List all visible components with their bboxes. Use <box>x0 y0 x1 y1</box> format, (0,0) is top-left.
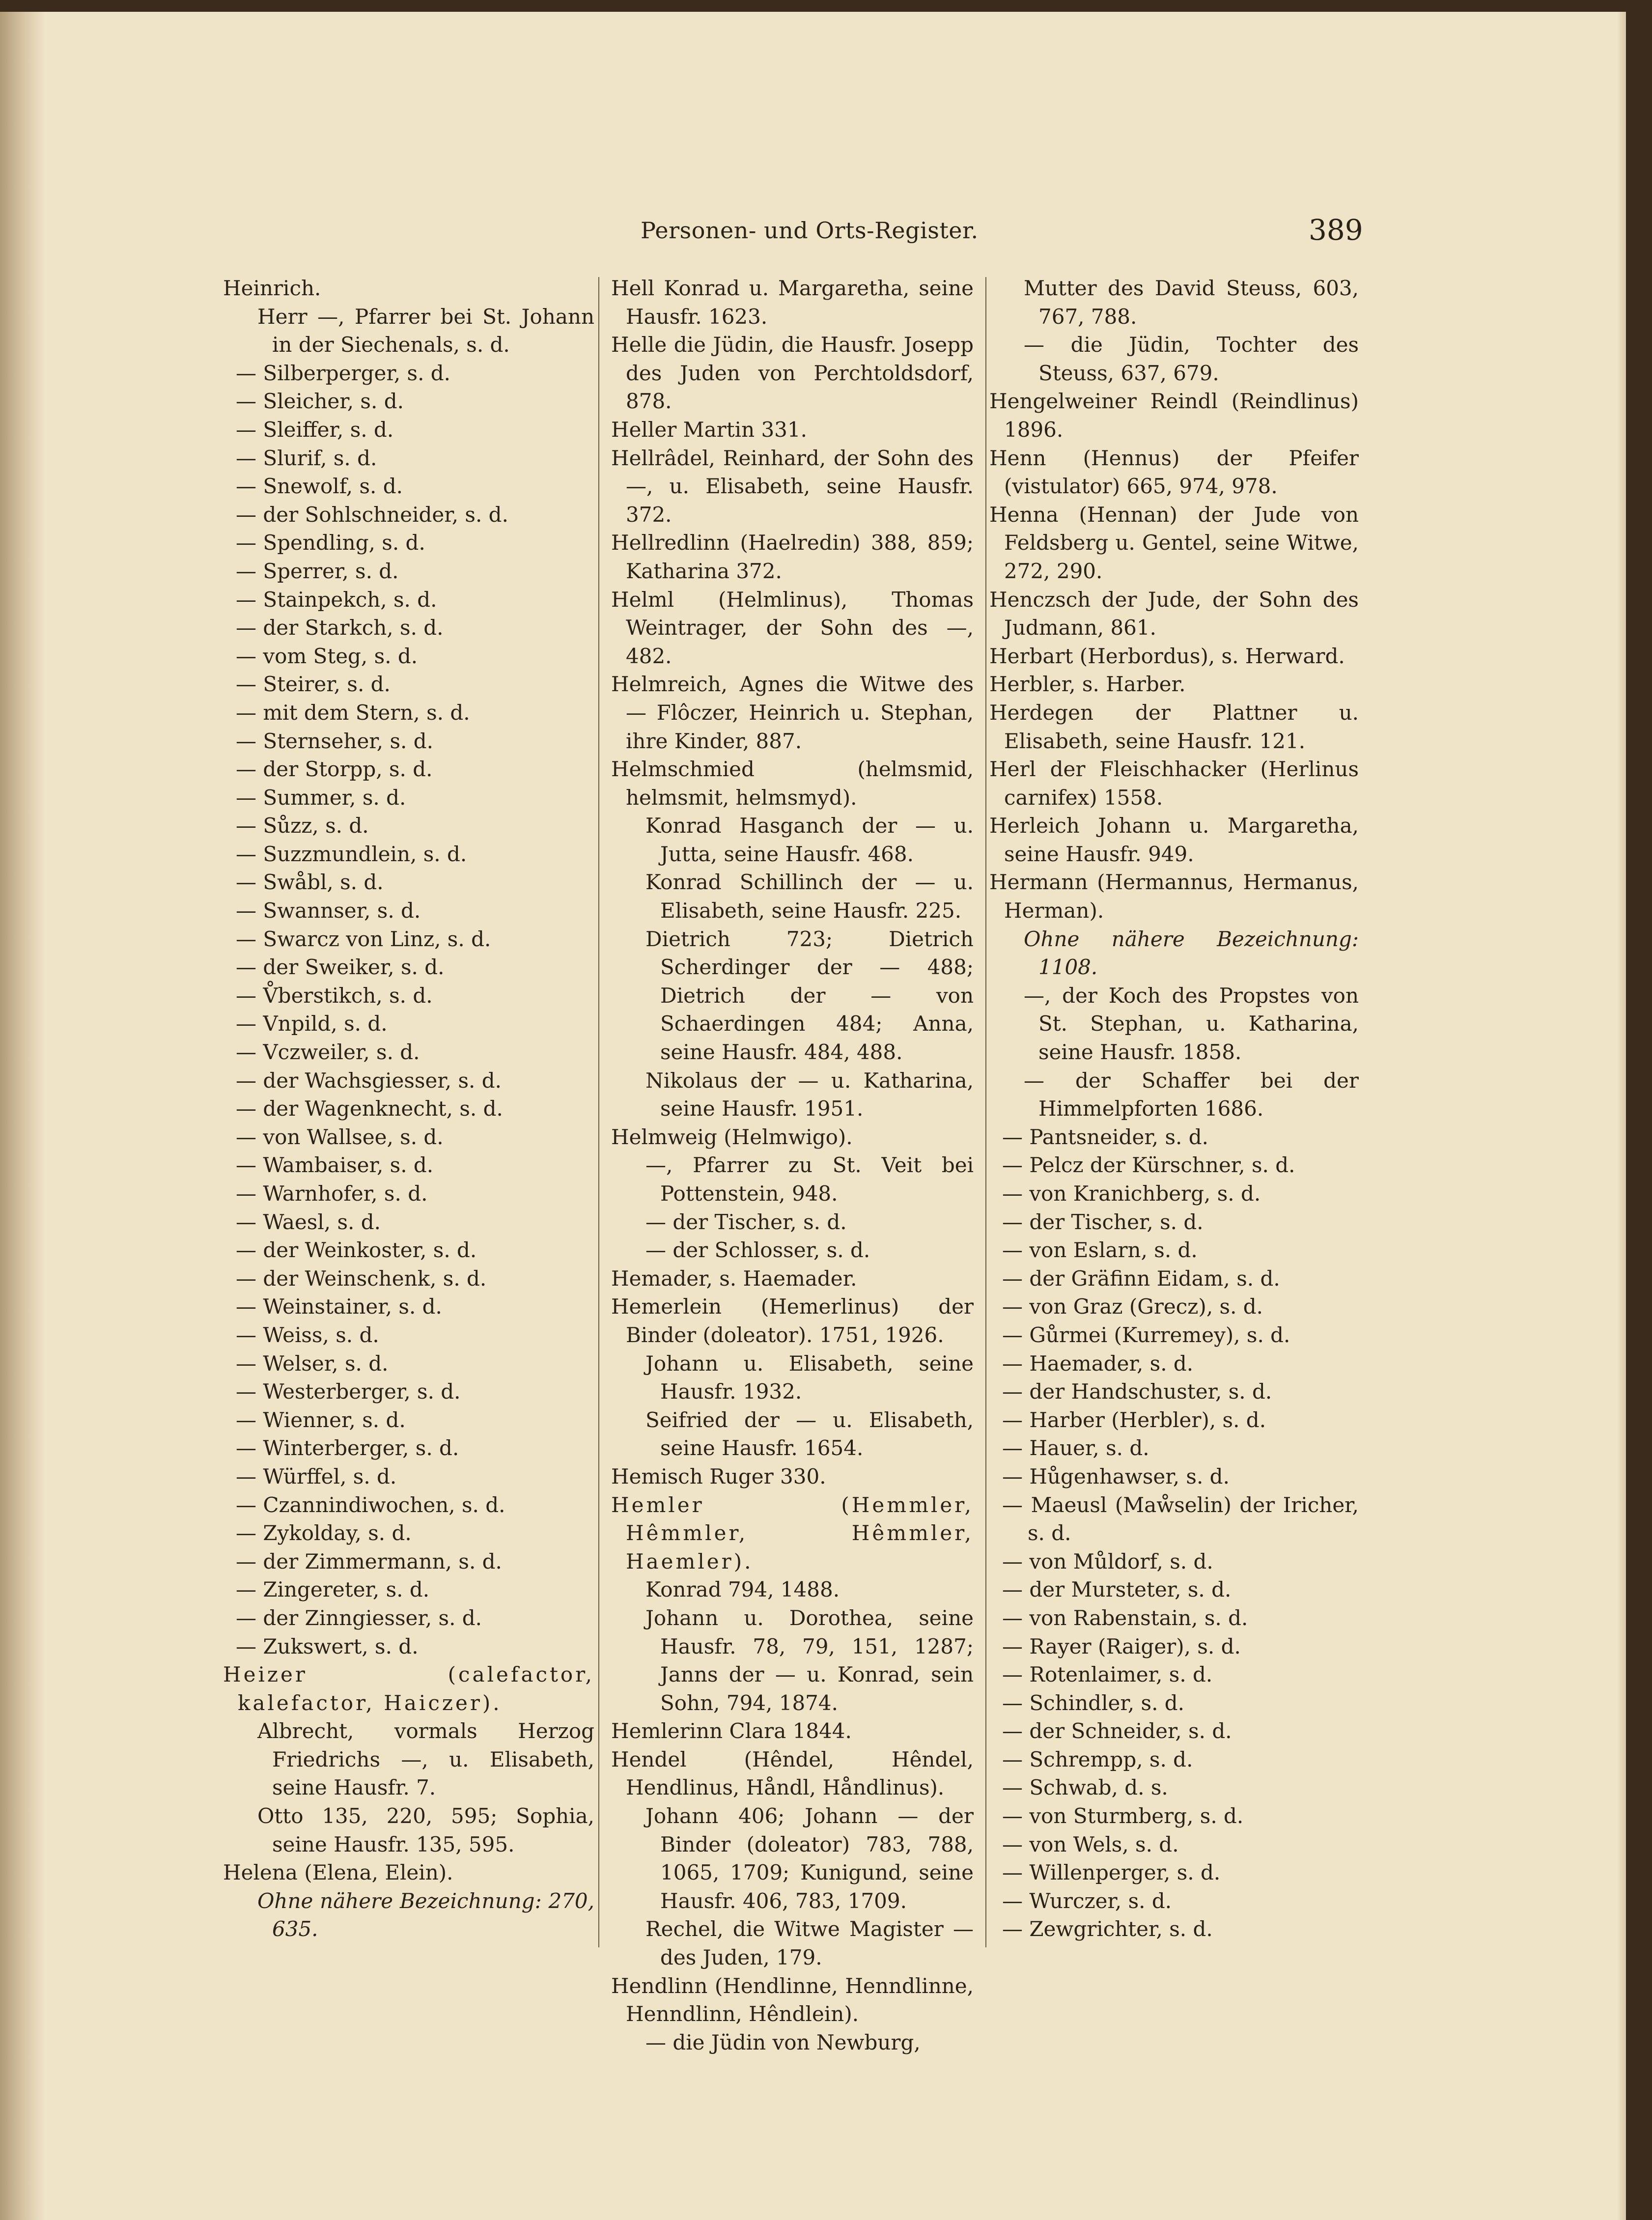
index-entry: — der Storpp, s. d. <box>236 757 433 782</box>
index-entry: — der Wagenknecht, s. d. <box>236 1096 503 1121</box>
index-entry-heading: Herbart (Herbordus), s. Herward. <box>989 644 1345 668</box>
index-entry: — Czannindiwochen, s. d. <box>236 1492 505 1517</box>
index-entry: — die Jüdin von Newburg, <box>645 2030 921 2054</box>
index-entry: — Sůzz, s. d. <box>236 814 369 838</box>
index-entry: — Pelcz der Kürschner, s. d. <box>1002 1153 1295 1178</box>
index-entry: — Wambaiser, s. d. <box>236 1153 434 1178</box>
index-entry: — Swåbl, s. d. <box>236 870 384 895</box>
page-number: 389 <box>1309 213 1363 247</box>
index-entry: — Rotenlaimer, s. d. <box>1002 1662 1213 1687</box>
index-entry-heading: Helmweig (Helmwigo). <box>611 1124 853 1149</box>
index-entry: — der Weinkoster, s. d. <box>236 1238 477 1263</box>
index-entry-heading: Herdegen der Plattner u. Elisabeth, seine Hausfr. 121. <box>989 700 1359 753</box>
index-entry-heading: Heinrich. <box>223 276 321 300</box>
index-entry: — der Tischer, s. d. <box>645 1209 847 1234</box>
index-entry: — Summer, s. d. <box>236 785 406 810</box>
index-entry: — von Eslarn, s. d. <box>1002 1238 1198 1263</box>
index-entry: — der Weinschenk, s. d. <box>236 1266 487 1291</box>
index-entry: — Suzzmundlein, s. d. <box>236 842 467 866</box>
index-entry: Ohne nähere Bezeichnung: 1108. <box>1024 927 1359 980</box>
index-entry-heading: Henczsch der Jude, der Sohn des Judmann, 861. <box>989 587 1359 640</box>
index-entry: —, der Koch des Propstes von St. Stephan, u. Katharina, seine Hausfr. 1858. <box>1024 983 1359 1065</box>
index-entry: — Pantsneider, s. d. <box>1002 1124 1208 1149</box>
index-entry: — von Wels, s. d. <box>1002 1832 1179 1856</box>
index-entry: Konrad Hasganch der — u. Jutta, seine Hausfr. 468. <box>645 814 974 866</box>
index-entry-heading: Hemler (Hemmler, Hêmmler, Hêmmler, Haemler). <box>611 1492 974 1574</box>
index-entry: — Snewolf, s. d. <box>236 474 403 499</box>
index-entry: Nikolaus der — u. Katharina, seine Hausfr. 1951. <box>645 1068 974 1121</box>
index-entry: — Steirer, s. d. <box>236 672 391 697</box>
index-entry-heading: Heller Martin 331. <box>611 417 807 442</box>
index-entry-heading: Hellredlinn (Haelredin) 388, 859; Katharina 372. <box>611 531 974 583</box>
index-entry: — Hauer, s. d. <box>1002 1436 1149 1461</box>
index-entry: — der Zimmermann, s. d. <box>236 1549 502 1574</box>
index-column-left <box>223 274 594 1943</box>
index-entry: — Weinstainer, s. d. <box>236 1294 442 1319</box>
index-entry: — Harber (Herbler), s. d. <box>1002 1407 1266 1432</box>
index-entry-heading: Hellrâdel, Reinhard, der Sohn des —, u. Elisabeth, seine Hausfr. 372. <box>611 446 974 527</box>
index-entry: — Winterberger, s. d. <box>236 1436 459 1461</box>
book-page <box>0 12 1626 2220</box>
index-entry: — der Sweiker, s. d. <box>236 955 445 980</box>
index-entry: Seifried der — u. Elisabeth, seine Hausfr. 1654. <box>645 1407 974 1461</box>
index-entry: — Zewgrichter, s. d. <box>1002 1917 1213 1941</box>
index-entry-heading: Herbler, s. Harber. <box>989 672 1186 697</box>
index-entry-heading: Hemerlein (Hemerlinus) der Binder (doleator). 1751, 1926. <box>611 1294 974 1347</box>
index-entry: Ohne nähere Bezeichnung: 270, 635. <box>257 1888 594 1941</box>
index-entry: — Slurif, s. d. <box>236 446 377 470</box>
index-entry-heading: Helle die Jüdin, die Hausfr. Josepp des Juden von Perchtoldsdorf, 878. <box>611 333 974 414</box>
index-entry: — Schrempp, s. d. <box>1002 1747 1193 1771</box>
index-entry: — Spendling, s. d. <box>236 531 425 555</box>
page-gutter <box>0 12 45 2220</box>
index-entry: Herr —, Pfarrer bei St. Johann in der Siechenals, s. d. <box>257 304 594 357</box>
index-entry: Konrad 794, 1488. <box>645 1577 840 1602</box>
index-column-middle <box>611 274 974 2056</box>
index-entry: — Sperrer, s. d. <box>236 559 399 583</box>
index-entry: — Sleicher, s. d. <box>236 389 404 414</box>
index-entry: — Welser, s. d. <box>236 1351 389 1376</box>
index-entry-heading: Hermann (Hermannus, Hermanus, Herman). <box>989 870 1359 923</box>
index-entry: — mit dem Stern, s. d. <box>236 700 470 725</box>
index-entry-heading: Heizer (calefactor, kalefactor, Haiczer). <box>223 1662 594 1715</box>
index-entry: — der Schaffer bei der Himmelpforten 1686. <box>1024 1068 1359 1121</box>
index-entry-heading: Hendlinn (Hendlinne, Henndlinne, Henndlinn, Hêndlein). <box>611 1973 974 2026</box>
index-entry: — von Graz (Grecz), s. d. <box>1002 1294 1263 1319</box>
index-entry-heading: Hemlerinn Clara 1844. <box>611 1719 852 1743</box>
index-entry: — Willenperger, s. d. <box>1002 1860 1221 1885</box>
index-entry-heading: Helmschmied (helmsmid, helmsmit, helmsmyd). <box>611 757 974 810</box>
index-entry-heading: Helena (Elena, Elein). <box>223 1860 453 1885</box>
index-column-right <box>989 274 1359 1943</box>
index-entry: — von Wallsee, s. d. <box>236 1124 444 1149</box>
index-entry: — Sternseher, s. d. <box>236 729 433 753</box>
index-entry-heading: Henn (Hennus) der Pfeifer (vistulator) 665, 974, 978. <box>989 446 1359 499</box>
index-entry: — Wurczer, s. d. <box>1002 1888 1172 1913</box>
index-entry-heading: Hengelweiner Reindl (Reindlinus) 1896. <box>989 389 1359 442</box>
index-entry-heading: Hendel (Hêndel, Hêndel, Hendlinus, Håndl, Håndlinus). <box>611 1747 974 1800</box>
index-entry: — von Můldorf, s. d. <box>1002 1549 1213 1574</box>
index-entry: — vom Steg, s. d. <box>236 644 418 668</box>
index-entry: — der Starkch, s. d. <box>236 616 444 640</box>
index-entry-heading: Henna (Hennan) der Jude von Feldsberg u. Gentel, seine Witwe, 272, 290. <box>989 502 1359 583</box>
index-entry: — Warnhofer, s. d. <box>236 1181 428 1206</box>
index-entry: — Swarcz von Linz, s. d. <box>236 927 491 951</box>
index-entry: — Zingereter, s. d. <box>236 1577 430 1602</box>
index-entry: — Zukswert, s. d. <box>236 1634 419 1658</box>
index-entry: — Westerberger, s. d. <box>236 1379 461 1404</box>
index-entry: — Vczweiler, s. d. <box>236 1040 420 1065</box>
index-entry: — der Handschuster, s. d. <box>1002 1379 1272 1404</box>
index-entry: — von Sturmberg, s. d. <box>1002 1804 1244 1828</box>
index-entry: — Wienner, s. d. <box>236 1407 406 1432</box>
index-entry-heading: Hell Konrad u. Margaretha, seine Hausfr. 1623. <box>611 276 974 329</box>
index-entry: — V̊berstikch, s. d. <box>236 983 433 1008</box>
index-entry-heading: Hemisch Ruger 330. <box>611 1464 826 1489</box>
index-entry-heading: Herleich Johann u. Margaretha, seine Hausfr. 949. <box>989 814 1359 866</box>
index-entry: — der Zinngiesser, s. d. <box>236 1605 482 1630</box>
page-edge <box>1617 12 1626 2220</box>
index-entry: — Schindler, s. d. <box>1002 1690 1185 1715</box>
index-entry: — Swannser, s. d. <box>236 899 421 923</box>
index-entry: —, Pfarrer zu St. Veit bei Pottenstein, 948. <box>645 1153 974 1206</box>
index-entry: — Sleiffer, s. d. <box>236 417 394 442</box>
index-entry: — Waesl, s. d. <box>236 1209 381 1234</box>
index-entry: — Zykolday, s. d. <box>236 1521 412 1546</box>
index-entry: Rechel, die Witwe Magister — des Juden, 179. <box>645 1917 974 1970</box>
index-entry-heading: Herl der Fleischhacker (Herlinus carnifex) 1558. <box>989 757 1359 810</box>
index-entry: — die Jüdin, Tochter des Steuss, 637, 679. <box>1024 333 1359 385</box>
index-entry: — der Gräfinn Eidam, s. d. <box>1002 1266 1280 1291</box>
index-entry: — der Schlosser, s. d. <box>645 1238 870 1263</box>
column-rule <box>598 277 599 1947</box>
index-entry: — Würffel, s. d. <box>236 1464 397 1489</box>
index-entry: — Maeusl (Maẘselin) der Iricher, s. d. <box>1002 1492 1359 1546</box>
index-entry: — Haemader, s. d. <box>1002 1351 1194 1376</box>
index-entry: Johann 406; Johann — der Binder (doleator) 783, 788, 1065, 1709; Kunigund, seine Hausfr. 406, 783, 1709. <box>645 1804 974 1913</box>
index-entry: — der Sohlschneider, s. d. <box>236 502 508 527</box>
index-entry: Albrecht, vormals Herzog Friedrichs —, u. Elisabeth, seine Hausfr. 7. <box>257 1719 594 1800</box>
index-entry: — der Mursteter, s. d. <box>1002 1577 1232 1602</box>
running-head: Personen- und Orts-Register. <box>641 217 979 244</box>
index-entry: Dietrich 723; Dietrich Scherdinger der — 488; Dietrich der — von Schaerdingen 484; Anna, seine Hausfr. 484, 488. <box>645 927 974 1065</box>
index-entry: — Weiss, s. d. <box>236 1322 379 1347</box>
index-entry: — Schwab, d. s. <box>1002 1775 1168 1800</box>
index-entry: — von Rabenstain, s. d. <box>1002 1605 1248 1630</box>
index-entry: — Vnpild, s. d. <box>236 1012 388 1036</box>
index-entry: Mutter des David Steuss, 603, 767, 788. <box>1024 276 1359 329</box>
index-entry: Konrad Schillinch der — u. Elisabeth, seine Hausfr. 225. <box>645 870 974 923</box>
index-entry: — Rayer (Raiger), s. d. <box>1002 1634 1241 1658</box>
index-entry: — Stainpekch, s. d. <box>236 587 437 612</box>
index-entry: — Gůrmei (Kurremey), s. d. <box>1002 1322 1290 1347</box>
index-entry: — der Schneider, s. d. <box>1002 1719 1232 1743</box>
index-entry-heading: Hemader, s. Haemader. <box>611 1266 857 1291</box>
index-entry: — Hůgenhawser, s. d. <box>1002 1464 1230 1489</box>
index-entry: Johann u. Dorothea, seine Hausfr. 78, 79, 151, 1287; Janns der — u. Konrad, sein Sohn, 794, 1874. <box>645 1605 974 1715</box>
index-entry: — der Wachsgiesser, s. d. <box>236 1068 502 1093</box>
index-entry: — Silberperger, s. d. <box>236 361 451 385</box>
column-rule <box>985 277 986 1947</box>
index-entry-heading: Helml (Helmlinus), Thomas Weintrager, der Sohn des —, 482. <box>611 587 974 668</box>
index-entry: — der Tischer, s. d. <box>1002 1209 1204 1234</box>
index-entry-heading: Helmreich, Agnes die Witwe des — Flôczer, Heinrich u. Stephan, ihre Kinder, 887. <box>611 672 974 753</box>
index-entry: — von Kranichberg, s. d. <box>1002 1181 1261 1206</box>
index-entry: Otto 135, 220, 595; Sophia, seine Hausfr. 135, 595. <box>257 1804 594 1856</box>
index-entry: Johann u. Elisabeth, seine Hausfr. 1932. <box>645 1351 974 1404</box>
